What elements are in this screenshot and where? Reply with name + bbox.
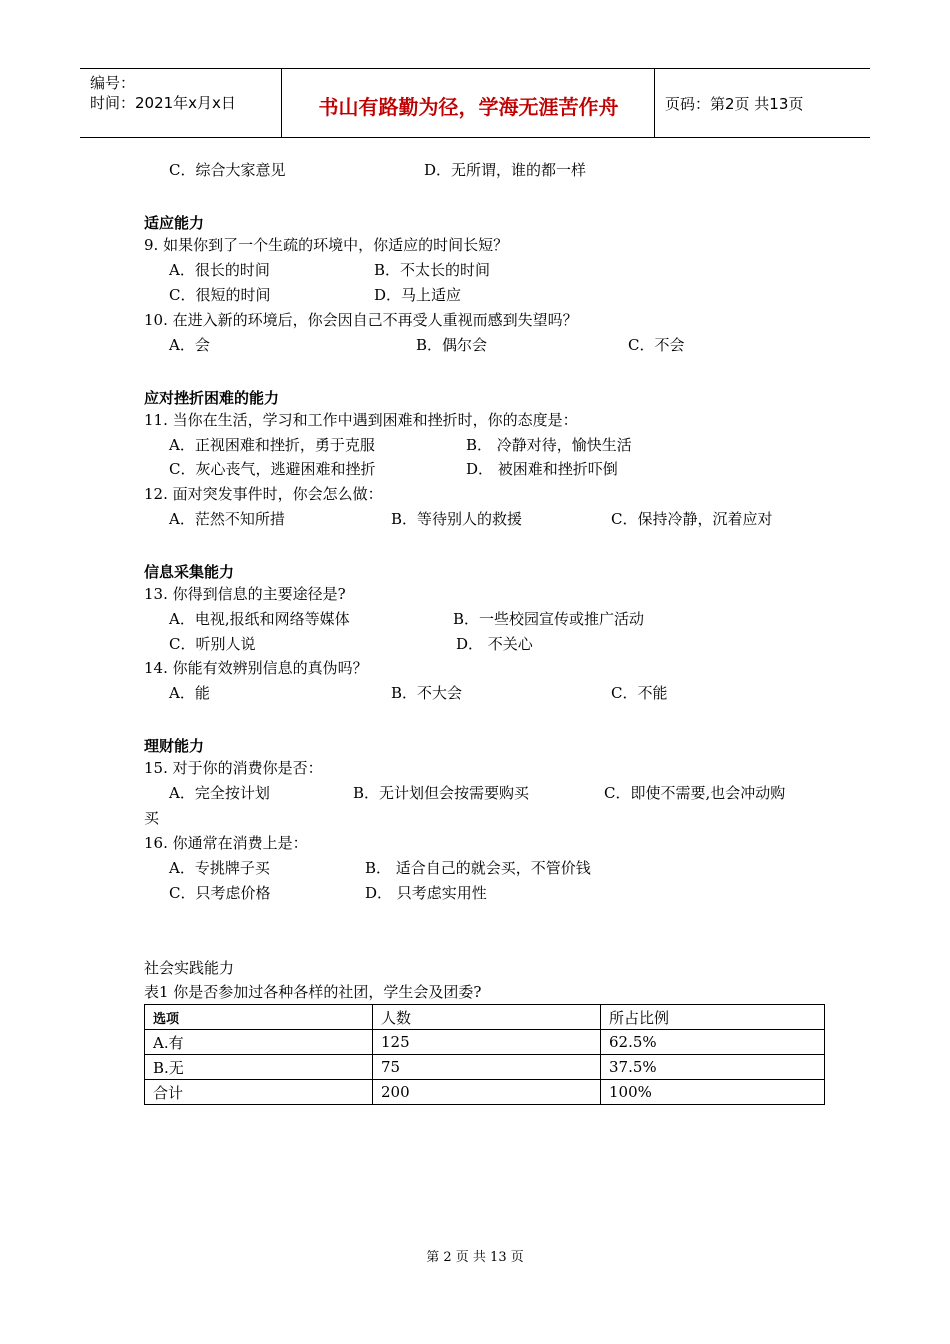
option-15b: B．无计划但会按需要购买 xyxy=(353,784,530,802)
option-11c: C．灰心丧气，逃避困难和挫折 xyxy=(169,460,376,478)
option-16a: A．专挑牌子买 xyxy=(169,859,270,877)
question-16: 16. 你通常在消费上是： xyxy=(144,834,308,852)
option-11a: A．正视困难和挫折，勇于克服 xyxy=(169,436,375,454)
option-13d: D． 不关心 xyxy=(456,635,533,653)
option-16d: D． 只考虑实用性 xyxy=(365,884,487,902)
table-header-count: 人数 xyxy=(373,1005,601,1030)
option-15a: A．完全按计划 xyxy=(169,784,270,802)
table-cell: A.有 xyxy=(145,1030,373,1055)
option-12c: C．保持冷静，沉着应对 xyxy=(611,510,773,528)
option-12a: A．茫然不知所措 xyxy=(169,510,285,528)
option-11d: D． 被困难和挫折吓倒 xyxy=(466,460,618,478)
table-cell: 合计 xyxy=(145,1080,373,1105)
option-15c-continued: 买 xyxy=(144,809,160,827)
section-heading-frustration: 应对挫折困难的能力 xyxy=(144,389,280,407)
option-10c: C．不会 xyxy=(628,336,685,354)
table-cell: 37.5% xyxy=(601,1055,825,1080)
option-16b: B． 适合自己的就会买，不管价钱 xyxy=(365,859,591,877)
option-14a: A．能 xyxy=(169,684,210,702)
option-12b: B．等待别人的救援 xyxy=(391,510,523,528)
option-9d: D．马上适应 xyxy=(374,286,462,304)
option-prev-c: C．综合大家意见 xyxy=(169,161,286,179)
option-13c: C．听别人说 xyxy=(169,635,256,653)
table-cell: 125 xyxy=(373,1030,601,1055)
option-14c: C．不能 xyxy=(611,684,668,702)
header-motto: 书山有路勤为径，学海无涯苦作舟 xyxy=(318,95,619,119)
question-15: 15. 对于你的消费你是否： xyxy=(144,759,323,777)
option-9a: A．很长的时间 xyxy=(169,261,270,279)
table-cell: 62.5% xyxy=(601,1030,825,1055)
table-cell: 75 xyxy=(373,1055,601,1080)
option-9c: C．很短的时间 xyxy=(169,286,271,304)
option-13a: A．电视,报纸和网络等媒体 xyxy=(169,610,350,628)
option-prev-d: D．无所谓，谁的都一样 xyxy=(424,161,587,179)
table-header-option: 选项 xyxy=(145,1005,373,1030)
option-13b: B．一些校园宣传或推广活动 xyxy=(453,610,645,628)
header-time: 时间：2021年x月x日 xyxy=(90,94,236,112)
header-left xyxy=(90,73,236,113)
question-13: 13. 你得到信息的主要途径是? xyxy=(144,585,346,603)
table-header-percent: 所占比例 xyxy=(601,1005,825,1030)
option-15c: C．即使不需要,也会冲动购 xyxy=(604,784,786,802)
table-row xyxy=(145,1055,825,1080)
option-10b: B．偶尔会 xyxy=(416,336,488,354)
page-header xyxy=(80,68,870,138)
table-cell: 200 xyxy=(373,1080,601,1105)
header-serial: 编号： xyxy=(90,74,136,92)
question-12: 12. 面对突发事件时，你会怎么做： xyxy=(144,485,383,503)
question-11: 11. 当你在生活，学习和工作中遇到困难和挫折时，你的态度是： xyxy=(144,411,578,429)
header-page: 页码：第2页 共13页 xyxy=(665,95,804,113)
table-row xyxy=(145,1080,825,1105)
option-10a: A．会 xyxy=(169,336,210,354)
section-heading-adapt: 适应能力 xyxy=(144,214,205,232)
question-14: 14. 你能有效辨别信息的真伪吗？ xyxy=(144,659,368,677)
section-heading-finance: 理财能力 xyxy=(144,737,205,755)
question-9: 9. 如果你到了一个生疏的环境中，你适应的时间长短？ xyxy=(144,236,509,254)
table-cell: B.无 xyxy=(145,1055,373,1080)
option-16c: C．只考虑价格 xyxy=(169,884,271,902)
table-row xyxy=(145,1030,825,1055)
option-11b: B． 冷静对待，愉快生活 xyxy=(466,436,632,454)
option-14b: B．不大会 xyxy=(391,684,463,702)
table-caption: 表1 你是否参加过各种各样的社团，学生会及团委? xyxy=(144,983,482,1001)
question-10: 10. 在进入新的环境后，你会因自己不再受人重视而感到失望吗？ xyxy=(144,311,578,329)
section-heading-info: 信息采集能力 xyxy=(144,563,235,581)
table-header-row xyxy=(145,1005,825,1030)
table-cell: 100% xyxy=(601,1080,825,1105)
option-9b: B．不太长的时间 xyxy=(374,261,491,279)
section-heading-social: 社会实践能力 xyxy=(144,959,235,977)
survey-table xyxy=(144,1004,825,1105)
page-footer: 第 2 页 共 13 页 xyxy=(426,1250,524,1265)
